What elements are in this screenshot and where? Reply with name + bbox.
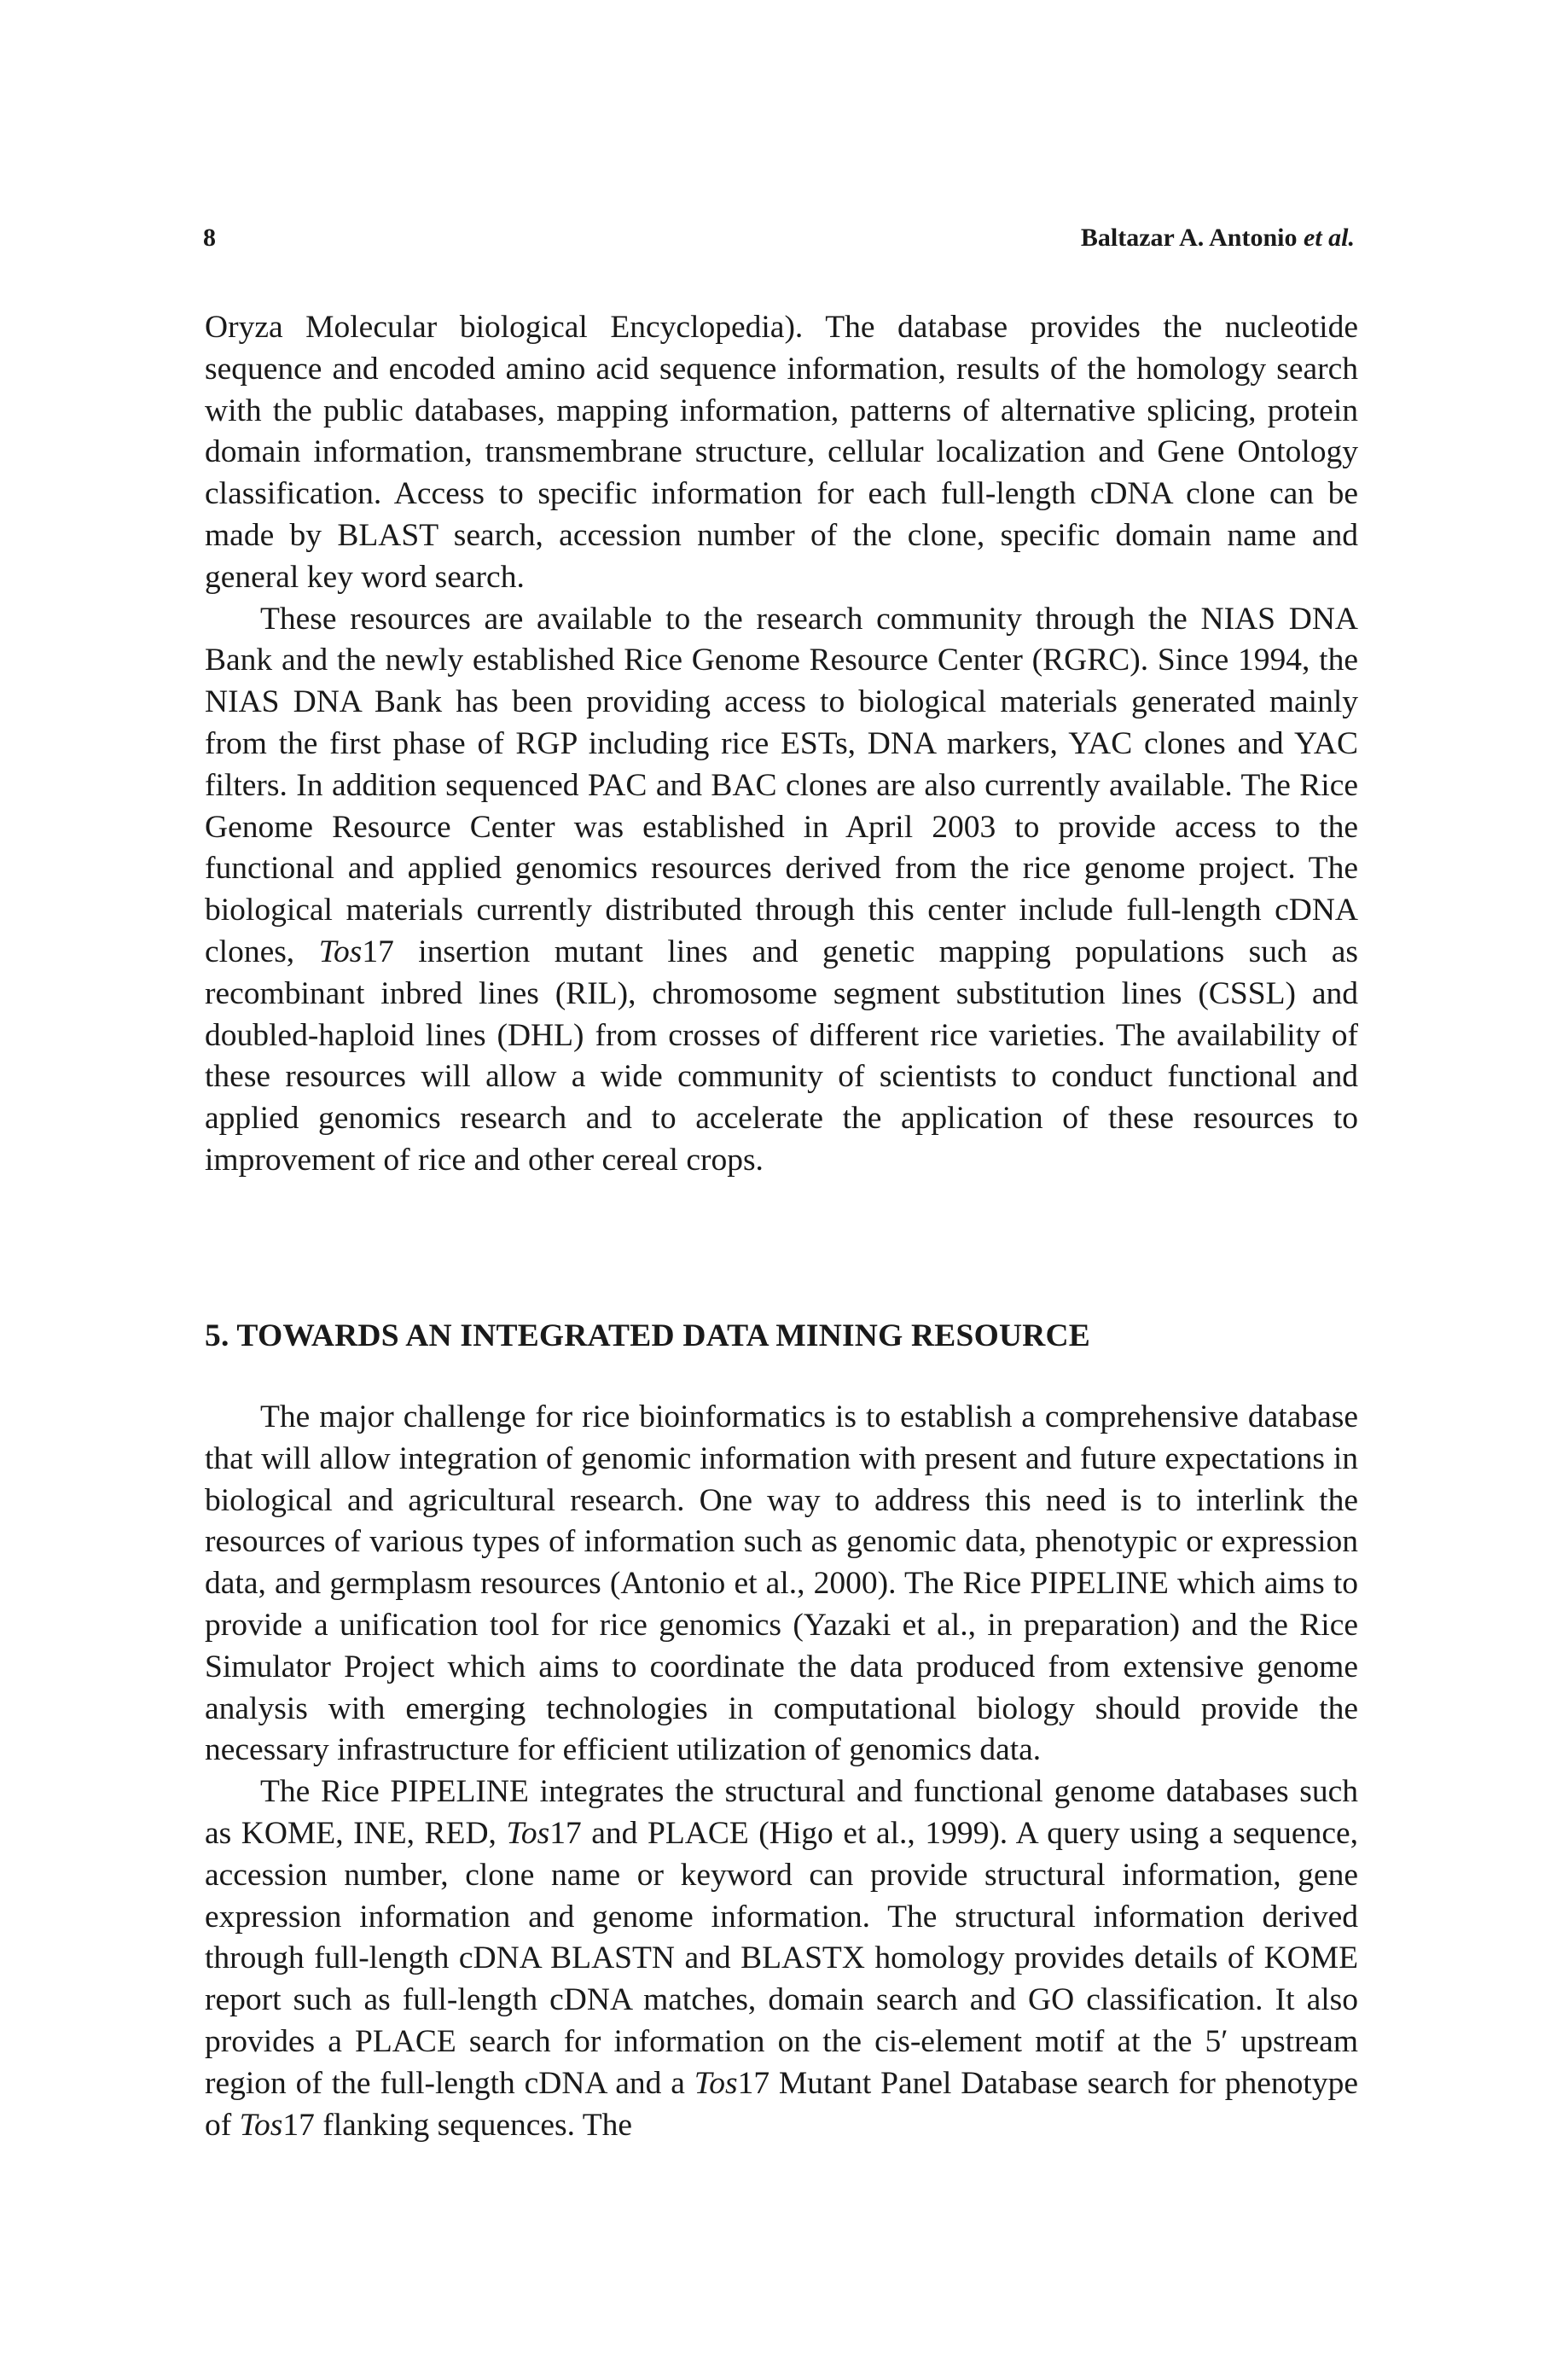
body-text-section — [205, 1397, 1358, 2146]
page-number: 8 — [203, 224, 216, 252]
author-name: Baltazar A. Antonio — [1080, 224, 1298, 252]
italic-term: Tos — [694, 2065, 738, 2101]
italic-term: Tos — [506, 1815, 550, 1851]
text-run: 17 Mutant Panel Database search for phenotype of — [205, 2065, 1358, 2143]
section-heading: 5. TOWARDS AN INTEGRATED DATA MINING RESOURCE — [205, 1318, 1090, 1353]
paragraph — [205, 307, 1358, 599]
running-head-author — [1081, 224, 1355, 253]
text-run: These resources are available to the research community through the NIAS DNA Bank and the newly established Rice Genome Resource Center (RGRC). Since 1994, the NIAS DNA Bank has been providing access to biological materials generated mainly from the first phase of RGP including rice ESTs, DNA markers, YAC clones and YAC filters. In addition sequenced PAC and BAC clones are also currently available. The Rice Genome Resource Center was established in April 2003 to provide access to the functional and applied genomics resources derived from the rice genome project. The biological materials currently distributed through this center include full-length cDNA clones, — [205, 601, 1358, 969]
paragraph — [205, 1772, 1358, 2146]
paragraph — [205, 1397, 1358, 1772]
author-suffix: et al. — [1304, 224, 1355, 252]
text-run: 17 flanking sequences. The — [282, 2107, 632, 2143]
text-run: 17 and PLACE (Higo et al., 1999). A query using a sequence, accession number, clone name or keyword can provide structural information, gene expression information and genome information. The structural information derived through full-length cDNA BLASTN and BLASTX homology provides details of KOME report such as full-length cDNA matches, domain search and GO classification. It also provides a PLACE search for information on the cis-element motif at the 5′ upstream region of the full-length cDNA and a — [205, 1815, 1358, 2101]
text-run: 17 insertion mutant lines and genetic mapping populations such as recombinant inbred lines (RIL), chromosome segment substitution lines (CSSL) and doubled-haploid lines (DHL) from crosses of different rice varieties. The availability of these resources will allow a wide community of scientists to conduct functional and applied genomics research and to accelerate the application of these resources to improvement of rice and other cereal crops. — [205, 934, 1358, 1178]
text-run: The major challenge for rice bioinformatics is to establish a comprehensive database that will allow integration of genomic information with present and future expectations in biological and agricultural research. One way to address this need is to interlink the resources of various types of information such as genomic data, phenotypic or expression data, and germplasm resources (Antonio et al., 2000). The Rice PIPELINE which aims to provide a unification tool for rice genomics (Yazaki et al., in preparation) and the Rice Simulator Project which aims to coordinate the data produced from extensive genome analysis with emerging technologies in computational biology should provide the necessary infrastructure for efficient utilization of genomics data. — [205, 1399, 1358, 1768]
paragraph — [205, 599, 1358, 1182]
italic-term: Tos — [318, 934, 363, 969]
italic-term: Tos — [239, 2107, 283, 2143]
text-run: The Rice PIPELINE integrates the structural and functional genome databases such as KOME, INE, RED, — [205, 1774, 1358, 1851]
text-run: Oryza Molecular biological Encyclopedia). The database provides the nucleotide sequence and encoded amino acid sequence information, results of the homology search with the public databases, mapping information, patterns of alternative splicing, protein domain information, transmembrane structure, cellular localization and Gene Ontology classification. Access to specific information for each full-length cDNA clone can be made by BLAST search, accession number of the clone, specific domain name and general key word search. — [205, 310, 1358, 595]
running-head — [203, 224, 1355, 258]
body-text-upper — [205, 307, 1358, 1182]
